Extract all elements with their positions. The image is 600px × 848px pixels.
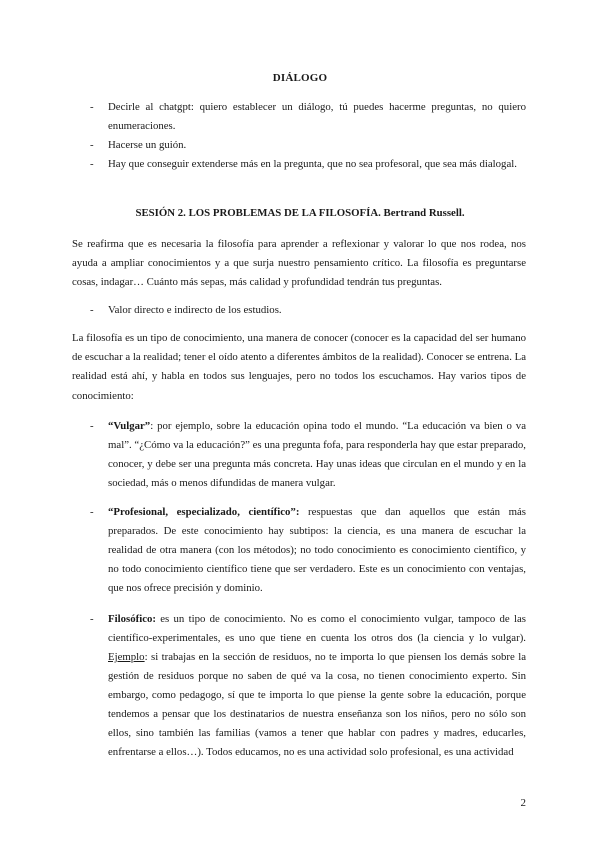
knowledge-description: es un tipo de conocimiento. No es como el conocimiento vulgar, tampoco de las científico-experimentales, es uno que tiene en cuenta los otros dos (la ciencia y lo vulgar).	[108, 613, 526, 644]
example-label: Ejemplo	[108, 651, 145, 663]
bullet-dash: -	[90, 613, 94, 625]
knowledge-term: “Profesional, especializado, científico”:	[108, 506, 300, 518]
bullet-dash: -	[90, 506, 94, 518]
list-item-text: Valor directo e indirecto de los estudios.	[108, 304, 282, 316]
knowledge-description: respuestas que dan aquellos que están más preparados. De este conocimiento hay subtipos: la ciencia, es una manera de escuchar la realidad de otra manera (con los métodos); no todo conocimiento es conocimiento científico, y no todo conocimiento científico tiene que ser verdadero. Este es un conocimiento con ventajas, que nos ofrece precisión y dominio.	[108, 506, 527, 594]
list-item	[90, 503, 526, 598]
bullet-dash: -	[90, 420, 94, 432]
bullet-dash: -	[90, 304, 94, 316]
list-item-text: Decirle al chatgpt: quiero establecer un diálogo, tú puedes hacerme preguntas, no quiero enumeraciones.	[108, 101, 526, 132]
bullet-dash: -	[90, 101, 94, 113]
knowledge-term: “Vulgar”	[108, 420, 151, 432]
example-text: : si trabajas en la sección de residuos, no te importa lo que piensen los demás sobre la gestión de residuos porque no saben de qué va la cosa, no tienen conocimiento experto. Sin embargo, como pedagogo, sí que te importa lo que piense la gente sobre la educación, porque tendemos a pensar que los destinatarios de nuestra enseñanza son los niños, pero no sólo son ellos, sino también las familias (vamos a tener que hablar con padres y madres, educarles, enfrentarse a ellos…). Todos educamos, no es una actividad solo profesional, es una actividad	[108, 651, 526, 758]
knowledge-type-item	[90, 503, 526, 598]
list-item	[90, 155, 526, 174]
knowledge-term: Filosófico:	[108, 613, 156, 625]
knowledge-type-item	[90, 417, 526, 493]
list-item	[90, 417, 526, 493]
list-item	[90, 610, 526, 762]
intro-bullet-list	[90, 98, 526, 174]
mid-bullet-list	[90, 301, 526, 320]
paragraph: La filosofía es un tipo de conocimiento, una manera de conocer (conocer es la capacidad del ser humano de escuchar a la realidad; tener el oído atento a diferentes ámbitos de la realidad). Conocer se entrena. La realidad está ahí, y habla en todos sus lenguajes, pero no todos los escuchamos. Hay varios tipos de conocimiento:	[72, 332, 526, 402]
bullet-dash: -	[90, 158, 94, 170]
list-item	[90, 301, 526, 320]
page-title: DIÁLOGO	[272, 72, 328, 84]
paragraph: Se reafirma que es necesaria la filosofía para aprender a reflexionar y valorar lo que nos rodea, nos ayuda a ampliar conocimientos y a que surja nuestro pensamiento crítico. La filosofía es preguntarse cosas, indagar… Cuánto más sepas, más calidad y profundidad tendrán tus preguntas.	[72, 238, 526, 289]
list-item	[90, 98, 526, 136]
knowledge-type-item	[90, 610, 526, 762]
page-number: 2	[520, 797, 526, 809]
list-item	[90, 136, 526, 155]
session-heading: SESIÓN 2. LOS PROBLEMAS DE LA FILOSOFÍA. Bertrand Russell.	[135, 207, 465, 219]
bullet-dash: -	[90, 139, 94, 151]
knowledge-description: : por ejemplo, sobre la educación opina todo el mundo. “La educación va bien o va mal”. “¿Cómo va la educación?” es una pregunta fofa, para responderla hay que estar preparado, conocer, y debe ser una pregunta más concreta. Hay unas ideas que circulan en el mundo y en la sociedad, más o menos difundidas de manera vulgar.	[108, 420, 526, 489]
list-item-text: Hay que conseguir extenderse más en la pregunta, que no sea profesoral, que sea más dialogal.	[108, 158, 517, 170]
list-item-text: Hacerse un guión.	[108, 139, 187, 151]
